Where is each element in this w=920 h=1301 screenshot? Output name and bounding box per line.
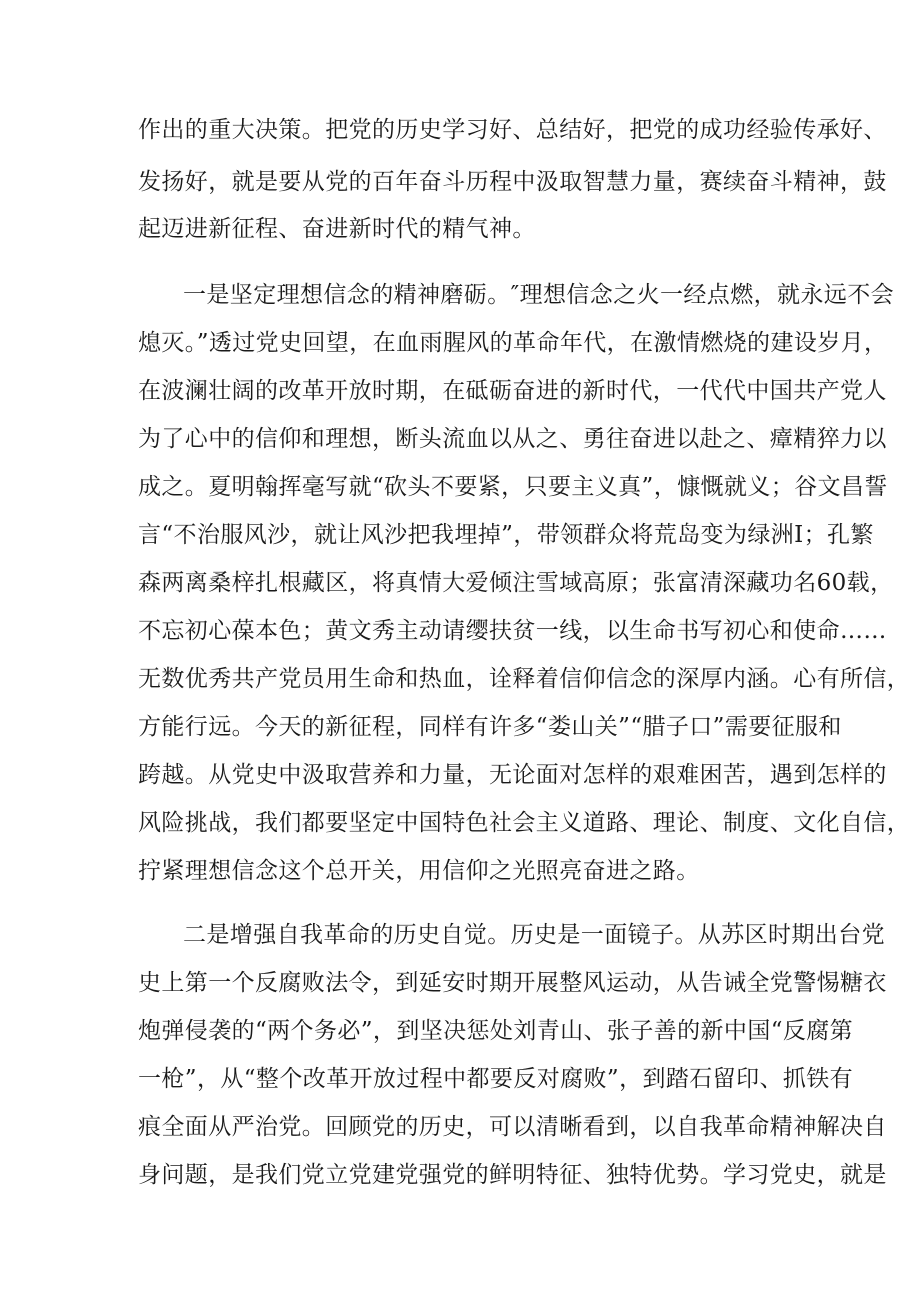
paragraph-2-line-13: 拧紧理想信念这个总开关，用信仰之光照亮奋进之路。 (138, 858, 700, 884)
paragraph-3-line-5: 痕全面从严治党。回顾党的历史，可以清晰看到，以自我革命精神解决自 (138, 1114, 887, 1140)
paragraph-2-line-1: 一是坚定理想信念的精神磨砺。″理想信念之火一经点燃，就永远不会 (183, 282, 894, 308)
paragraph-2-line-12: 风险挑战，我们都要坚定中国特色社会主义道路、理论、制度、文化自信， (138, 810, 911, 836)
paragraph-3-line-4: 一枪”，从“整个改革开放过程中都要反对腐败”，到踏石留印、抓铁有 (138, 1066, 854, 1092)
paragraph-1-line-3: 起迈进新征程、奋进新时代的精气神。 (138, 216, 536, 242)
paragraph-3-line-2: 史上第一个反腐败法令，到延安时期开展整风运动，从告诫全党警惕糖衣 (138, 970, 887, 996)
paragraph-2-line-6: 言“不治服风沙，就让风沙把我埋掉”，带领群众将荒岛变为绿洲I；孔繁 (138, 522, 874, 548)
paragraph-3-line-1: 二是增强自我革命的历史自觉。历史是一面镜子。从苏区时期出台党 (183, 922, 885, 948)
paragraph-2-line-4: 为了心中的信仰和理想，断头流血以从之、勇往奋进以赴之、瘴精猝力以 (138, 426, 887, 452)
paragraph-2-line-9: 无数优秀共产党员用生命和热血，诠释着信仰信念的深厚内涵。心有所信， (138, 666, 911, 692)
paragraph-1-line-1: 作出的重大决策。把党的历史学习好、总结好，把党的成功经验传承好、 (138, 117, 887, 143)
paragraph-3-line-3: 炮弹侵袭的“两个务必”，到坚决惩处刘青山、张子善的新中国“反腐第 (138, 1018, 854, 1044)
paragraph-3-line-6: 身问题，是我们党立党建党强党的鲜明特征、独特优势。学习党史，就是 (138, 1162, 887, 1188)
paragraph-2-line-7: 森两离桑梓扎根藏区，将真情大爱倾注雪域高原；张富清深藏功名60载， (138, 570, 894, 596)
paragraph-2-line-10: 方能行远。今天的新征程，同样有许多“娄山关”“腊子口”需要征服和 (138, 714, 842, 740)
paragraph-2-line-11: 跨越。从党史中汲取营养和力量，无论面对怎样的艰难困苦，遇到怎样的 (138, 762, 887, 788)
paragraph-1-line-2: 发扬好，就是要从党的百年奋斗历程中汲取智慧力量，赛续奋斗精神，鼓 (138, 169, 887, 195)
paragraph-2-line-8: 不忘初心葆本色；黄文秀主动请缨扶贫一线，以生命书写初心和使命…… (138, 618, 887, 644)
paragraph-2-line-2: 熄灭。”透过党史回望，在血雨腥风的革命年代，在激情燃烧的建设岁月， (138, 330, 888, 356)
paragraph-2-line-3: 在波澜壮阔的改革开放时期，在砥砺奋进的新时代，一代代中国共产党人 (138, 378, 887, 404)
paragraph-2-line-5: 成之。夏明翰挥毫写就“砍头不要紧，只要主义真”，慷慨就义；谷文昌誓 (138, 474, 888, 500)
